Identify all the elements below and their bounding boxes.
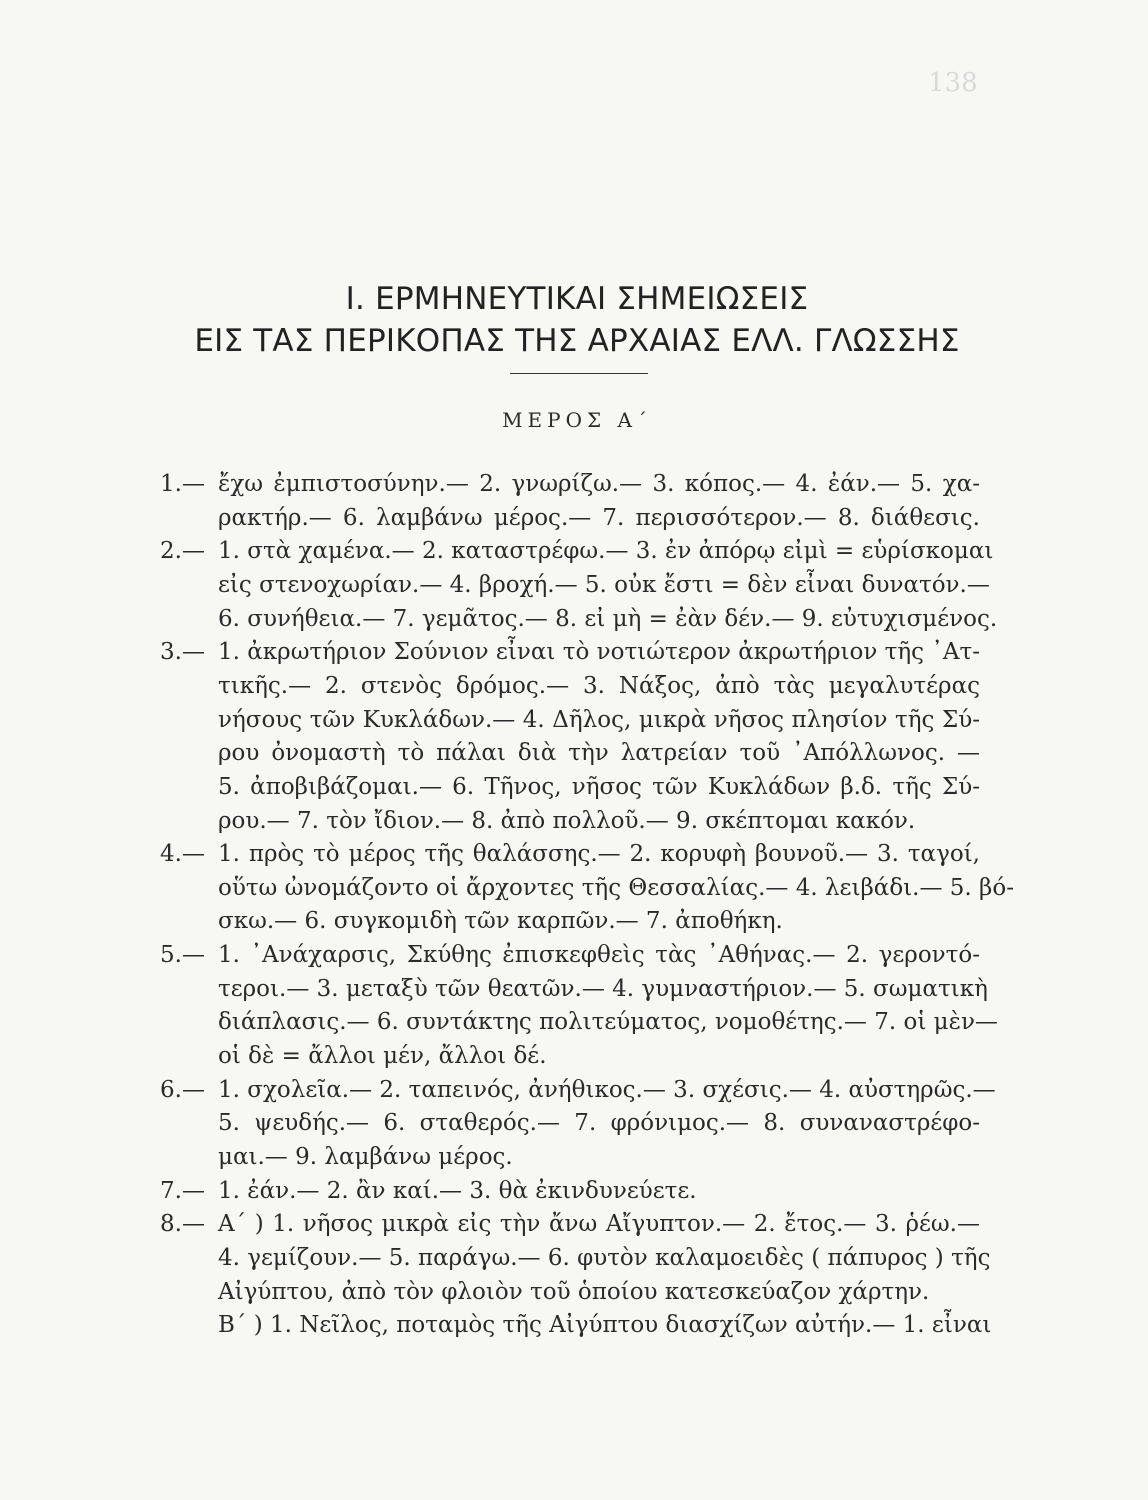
line-text: 5. ψευδής.— 6. σταθερός.— 7. φρόνιμος.— 8. συναναστρέφο-	[218, 1110, 980, 1136]
line-text: Β΄ ) 1. Νεῖλος, ποταμὸς τῆς Αἰγύπτου διασχίζων αὐτήν.— 1. εἶναι	[218, 1312, 992, 1338]
part-title: ΜΕΡΟΣ Α΄	[502, 408, 652, 432]
line-text: μαι.— 9. λαμβάνω μέρος.	[218, 1144, 513, 1170]
line-text: οἱ δὲ = ἄλλοι μέν, ἄλλοι δέ.	[218, 1043, 547, 1069]
line-text: νήσους τῶν Κυκλάδων.— 4. Δῆλος, μικρὰ νῆσος πλησίον τῆς Σύ-	[218, 707, 980, 733]
heading-line-2: ΕΙΣ ΤΑΣ ΠΕΡΙΚΟΠΑΣ ΤΗΣ ΑΡΧΑΙΑΣ ΕΛΛ. ΓΛΩΣΣΗΣ	[194, 323, 960, 359]
note-number: 8.—	[160, 1211, 205, 1237]
note-number: 5.—	[160, 942, 205, 968]
line-text: τεροι.— 3. μεταξὺ τῶν θεατῶν.— 4. γυμναστήριον.— 5. σωματικὴ	[218, 976, 988, 1002]
line-text: Αἰγύπτου, ἀπὸ τὸν φλοιὸν τοῦ ὁποίου κατεσκεύαζον χάρτην.	[218, 1279, 930, 1305]
line-text: ἔχω ἐμπιστοσύνην.— 2. γνωρίζω.— 3. κόπος.— 4. ἐάν.— 5. χα-	[218, 471, 980, 497]
line-text: 1. ἀκρωτήριον Σούνιον εἶναι τὸ νοτιώτερον ἀκρωτήριον τῆς ᾿Ατ-	[218, 639, 980, 665]
line-text: 4. γεμίζουν.— 5. παράγω.— 6. φυτὸν καλαμοειδὲς ( πάπυρος ) τῆς	[218, 1245, 991, 1271]
heading-line-1: Ι. ΕΡΜΗΝΕΥΤΙΚΑΙ ΣΗΜΕΙΩΣΕΙΣ	[345, 281, 809, 317]
line-text: 6. συνήθεια.— 7. γεμᾶτος.— 8. εἰ μὴ = ἐὰν δέν.— 9. εὐτυχισμένος.	[218, 606, 998, 632]
line-text: οὕτω ὠνομάζοντο οἱ ἄρχοντες τῆς Θεσσαλίας.— 4. λειβάδι.— 5. βό-	[218, 875, 1014, 901]
line-text: 1. στὰ χαμένα.— 2. καταστρέφω.— 3. ἐν ἀπόρῳ εἰμὶ = εὑρίσκομαι	[218, 538, 994, 564]
page-number: 138	[928, 68, 978, 98]
line-text: 1. πρὸς τὸ μέρος τῆς θαλάσσης.— 2. κορυφὴ βουνοῦ.— 3. ταγοί,	[218, 841, 980, 867]
note-number: 3.—	[160, 639, 205, 665]
heading-rule	[510, 373, 648, 374]
line-text: Α΄ ) 1. νῆσος μικρὰ εἰς τὴν ἄνω Αἴγυπτον.— 2. ἔτος.— 3. ῥέω.—	[218, 1211, 980, 1237]
note-number: 6.—	[160, 1077, 205, 1103]
line-text: σκω.— 6. συγκομιδὴ τῶν καρπῶν.— 7. ἀποθήκη.	[218, 908, 783, 934]
note-number: 4.—	[160, 841, 205, 867]
line-text: εἰς στενοχωρίαν.— 4. βροχή.— 5. οὐκ ἔστι = δὲν εἶναι δυνατόν.—	[218, 572, 990, 598]
line-text: 1. σχολεῖα.— 2. ταπεινός, ἀνήθικος.— 3. σχέσις.— 4. αὐστηρῶς.—	[218, 1077, 996, 1103]
note-number: 1.—	[160, 471, 205, 497]
line-text: ρου.— 7. τὸν ἴδιον.— 8. ἀπὸ πολλοῦ.— 9. σκέπτομαι κακόν.	[218, 808, 916, 834]
line-text: ρακτήρ.— 6. λαμβάνω μέρος.— 7. περισσότερον.— 8. διάθεσις.	[218, 505, 980, 531]
line-text: τικῆς.— 2. στενὸς δρόμος.— 3. Νάξος, ἀπὸ τὰς μεγαλυτέρας	[218, 673, 980, 699]
line-text: ρου ὀνομαστὴ τὸ πάλαι διὰ τὴν λατρείαν τοῦ ᾿Απόλλωνος. —	[218, 740, 980, 766]
line-text: 1. ᾿Ανάχαρσις, Σκύθης ἐπισκεφθεὶς τὰς ᾿Αθήνας.— 2. γεροντό-	[218, 942, 980, 968]
line-text: διάπλασις.— 6. συντάκτης πολιτεύματος, νομοθέτης.— 7. οἱ μὲν—	[218, 1009, 998, 1035]
note-number: 2.—	[160, 538, 205, 564]
note-number: 7.—	[160, 1178, 205, 1204]
line-text: 5. ἀποβιβάζομαι.— 6. Τῆνος, νῆσος τῶν Κυκλάδων β.δ. τῆς Σύ-	[218, 774, 980, 800]
line-text: 1. ἐάν.— 2. ἂν καί.— 3. θὰ ἐκινδυνεύετε.	[218, 1178, 697, 1204]
